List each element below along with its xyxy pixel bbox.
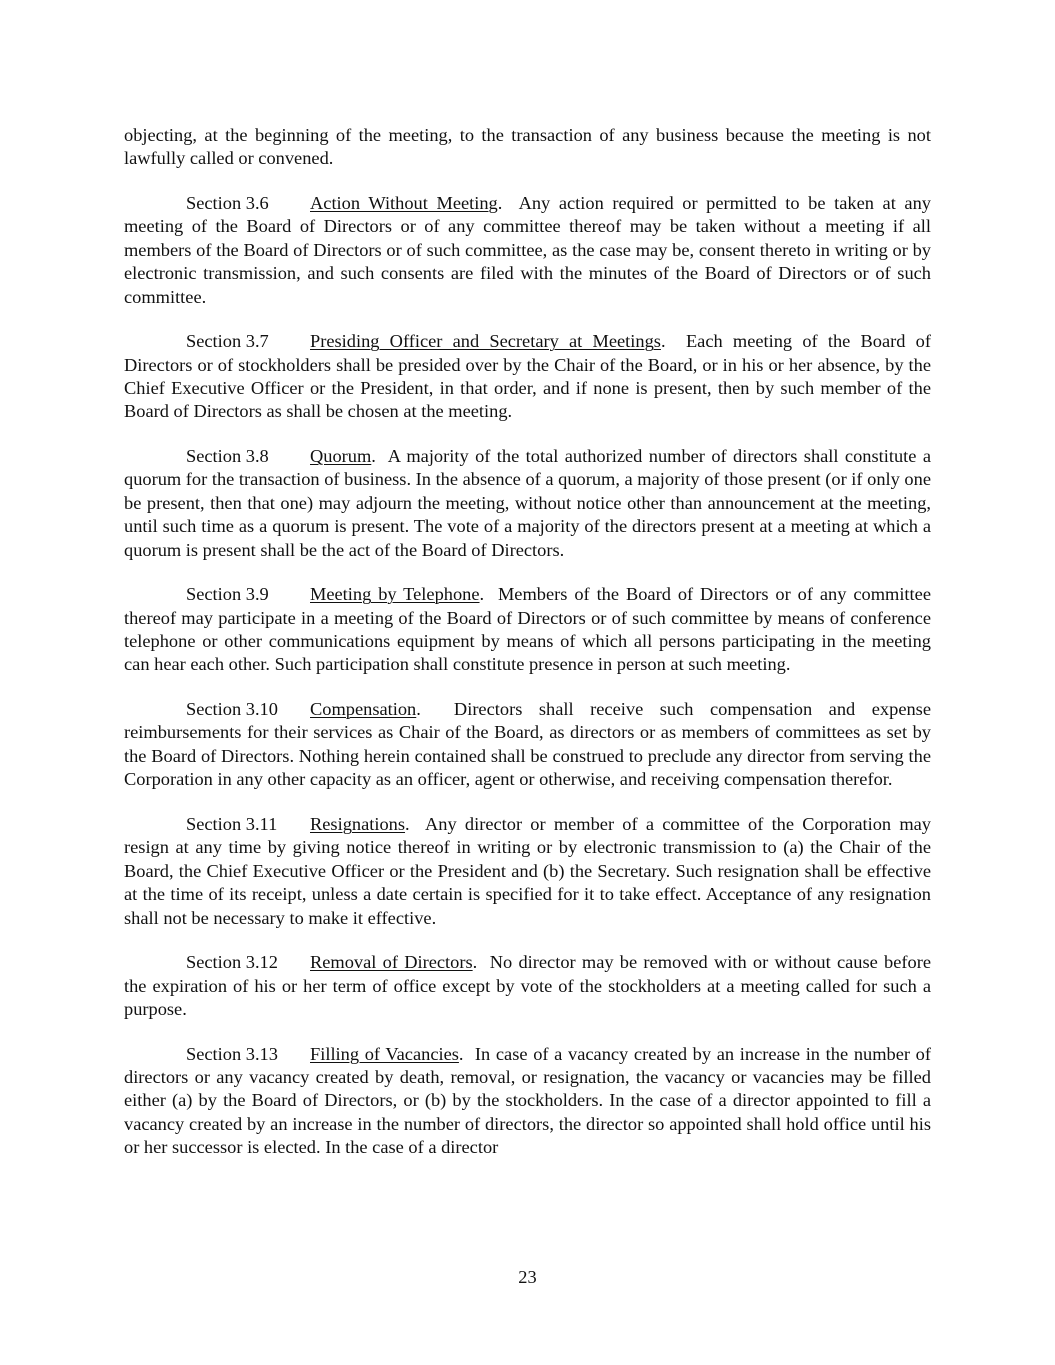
section-3-7: Section 3.7 Presiding Officer and Secretary at Meetings. Each meeting of the Board of Directors or of stockholders shall be presided over by the Chair of the Board, or in his or her absence, by the Chief Executive Officer or the President, in that order, and if none is present, then by such member of the Board of Directors as shall be chosen at the meeting.: [124, 331, 931, 422]
section-3-8: Section 3.8 Quorum. A majority of the total authorized number of directors shall constitute a quorum for the transaction of business. In the absence of a quorum, a majority of those present (or if only one be present, then that one) may adjourn the meeting, without notice other than announcement at the meeting, until such time as a quorum is present. The vote of a majority of the directors present at a meeting at which a quorum is present shall be the act of the Board of Directors.: [124, 446, 931, 560]
section-body: In case of a vacancy created by an increase in the number of directors or any vacancy created by death, removal, or resignation, the vacancy or vacancies may be filled either (a) by the Board of Directors, or (b) by the stockholders. In the case of a director appointed to fill a vacancy created by an increase in the number of directors, the director so appointed shall hold office until his or her successor is elected. In the case of a director: [124, 1043, 931, 1158]
section-number: Section 3.10: [186, 699, 278, 720]
section-body: Each meeting of the Board of Directors or of stockholders shall be presided over by the Chair of the Board, or in his or her absence, by the Chief Executive Officer or the President, in that order, and if none is present, then by such member of the Board of Directors as shall be chosen at the meeting.: [124, 331, 931, 422]
section-body: Directors shall receive such compensation and expense reimbursements for their services as Chair of the Board, as directors or as members of committees as set by the Board of Directors. Nothing herein contained shall be construed to preclude any director from serving the Corporation in any other capacity as an officer, agent or otherwise, and receiving compensation therefor.: [124, 699, 932, 790]
section-body: A majority of the total authorized number of directors shall constitute a quorum for the transaction of business. In the absence of a quorum, a majority of those present (or if only one be present, then that one) may adjourn the meeting, without notice other than announcement at the meeting, until such time as a quorum is present. The vote of a majority of the directors present at a meeting at which a quorum is present shall be the act of the Board of Directors.: [124, 446, 931, 560]
section-body: Members of the Board of Directors or of any committee thereof may participate in a meeting of the Board of Directors or of such committee by means of conference telephone or other communications equipment by means of which all persons participating in the meeting can hear each other. Such participation shall constitute presence in person at such meeting.: [124, 584, 931, 675]
section-3-9: Section 3.9 Meeting by Telephone. Members of the Board of Directors or of any committee thereof may participate in a meeting of the Board of Directors or of such committee by means of conference telephone or other communications equipment by means of which all persons participating in the meeting can hear each other. Such participation shall constitute presence in person at such meeting.: [124, 584, 931, 675]
section-number: Section 3.11: [186, 813, 278, 834]
section-title: Action Without Meeting: [310, 193, 498, 213]
section-number: Section 3.13: [186, 1043, 278, 1064]
section-3-10: Section 3.10 Compensation. Directors shall receive such compensation and expense reimbursements for their services as Chair of the Board, as directors or as members of committees as set by the Board of Directors. Nothing herein contained shall be construed to preclude any director from serving the Corporation in any other capacity as an officer, agent or otherwise, and receiving compensation therefor.: [124, 699, 932, 790]
section-3-13: Section 3.13 Filling of Vacancies. In case of a vacancy created by an increase in the number of directors or any vacancy created by death, removal, or resignation, the vacancy or vacancies may be filled either (a) by the Board of Directors, or (b) by the stockholders. In the case of a director appointed to fill a vacancy created by an increase in the number of directors, the director so appointed shall hold office until his or her successor is elected. In the case of a director: [124, 1043, 931, 1158]
section-number: Section 3.7: [186, 331, 269, 352]
section-number: Section 3.9: [186, 584, 269, 605]
section-body: Any director or member of a committee of the Corporation may resign at any time by giving notice thereof in writing or by electronic transmission to (a) the Chair of the Board, the Chief Executive Officer or the President and (b) the Secretary. Such resignation shall be effective at the time of its receipt, unless a date certain is specified for it to take effect. Acceptance of any resignation shall not be necessary to make it effective.: [124, 813, 931, 928]
section-title: Removal of Directors: [310, 952, 473, 973]
section-body: Any action required or permitted to be taken at any meeting of the Board of Directors or of any committee thereof may be taken without a meeting if all members of the Board of Directors or of such committee, as the case may be, consent thereto in writing or by electronic transmission, and such consents are filed with the minutes of the Board of Directors or of such committee.: [124, 193, 931, 307]
section-title: Meeting by Telephone: [310, 584, 480, 605]
section-number: Section 3.8: [186, 446, 269, 467]
section-number: Section 3.12: [186, 952, 278, 973]
section-3-11: Section 3.11 Resignations. Any director or member of a committee of the Corporation may resign at any time by giving notice thereof in writing or by electronic transmission to (a) the Chair of the Board, the Chief Executive Officer or the President and (b) the Secretary. Such resignation shall be effective at the time of its receipt, unless a date certain is specified for it to take effect. Acceptance of any resignation shall not be necessary to make it effective.: [124, 813, 931, 928]
page-number: 23: [518, 1267, 537, 1287]
section-3-6: Section 3.6 Action Without Meeting. Any action required or permitted to be taken at any meeting of the Board of Directors or of any committee thereof may be taken without a meeting if all members of the Board of Directors or of such committee, as the case may be, consent thereto in writing or by electronic transmission, and such consents are filed with the minutes of the Board of Directors or of such committee.: [124, 193, 931, 307]
section-3-12: Section 3.12 Removal of Directors. No director may be removed with or without cause before the expiration of his or her term of office except by vote of the stockholders at a meeting called for such a purpose.: [124, 952, 931, 1019]
document-page: [124, 124, 931, 1160]
section-title: Resignations: [310, 813, 406, 834]
section-title: Filling of Vacancies: [310, 1043, 459, 1064]
section-title: Quorum: [310, 446, 372, 467]
section-title: Compensation: [310, 699, 417, 720]
section-title: Presiding Officer and Secretary at Meetings: [310, 331, 661, 352]
section-body: No director may be removed with or without cause before the expiration of his or her term of office except by vote of the stockholders at a meeting called for such a purpose.: [124, 952, 931, 1019]
continuation-paragraph: objecting, at the beginning of the meeting, to the transaction of any business because the meeting is not lawfully called or convened.: [124, 125, 931, 169]
section-number: Section 3.6: [186, 193, 269, 213]
